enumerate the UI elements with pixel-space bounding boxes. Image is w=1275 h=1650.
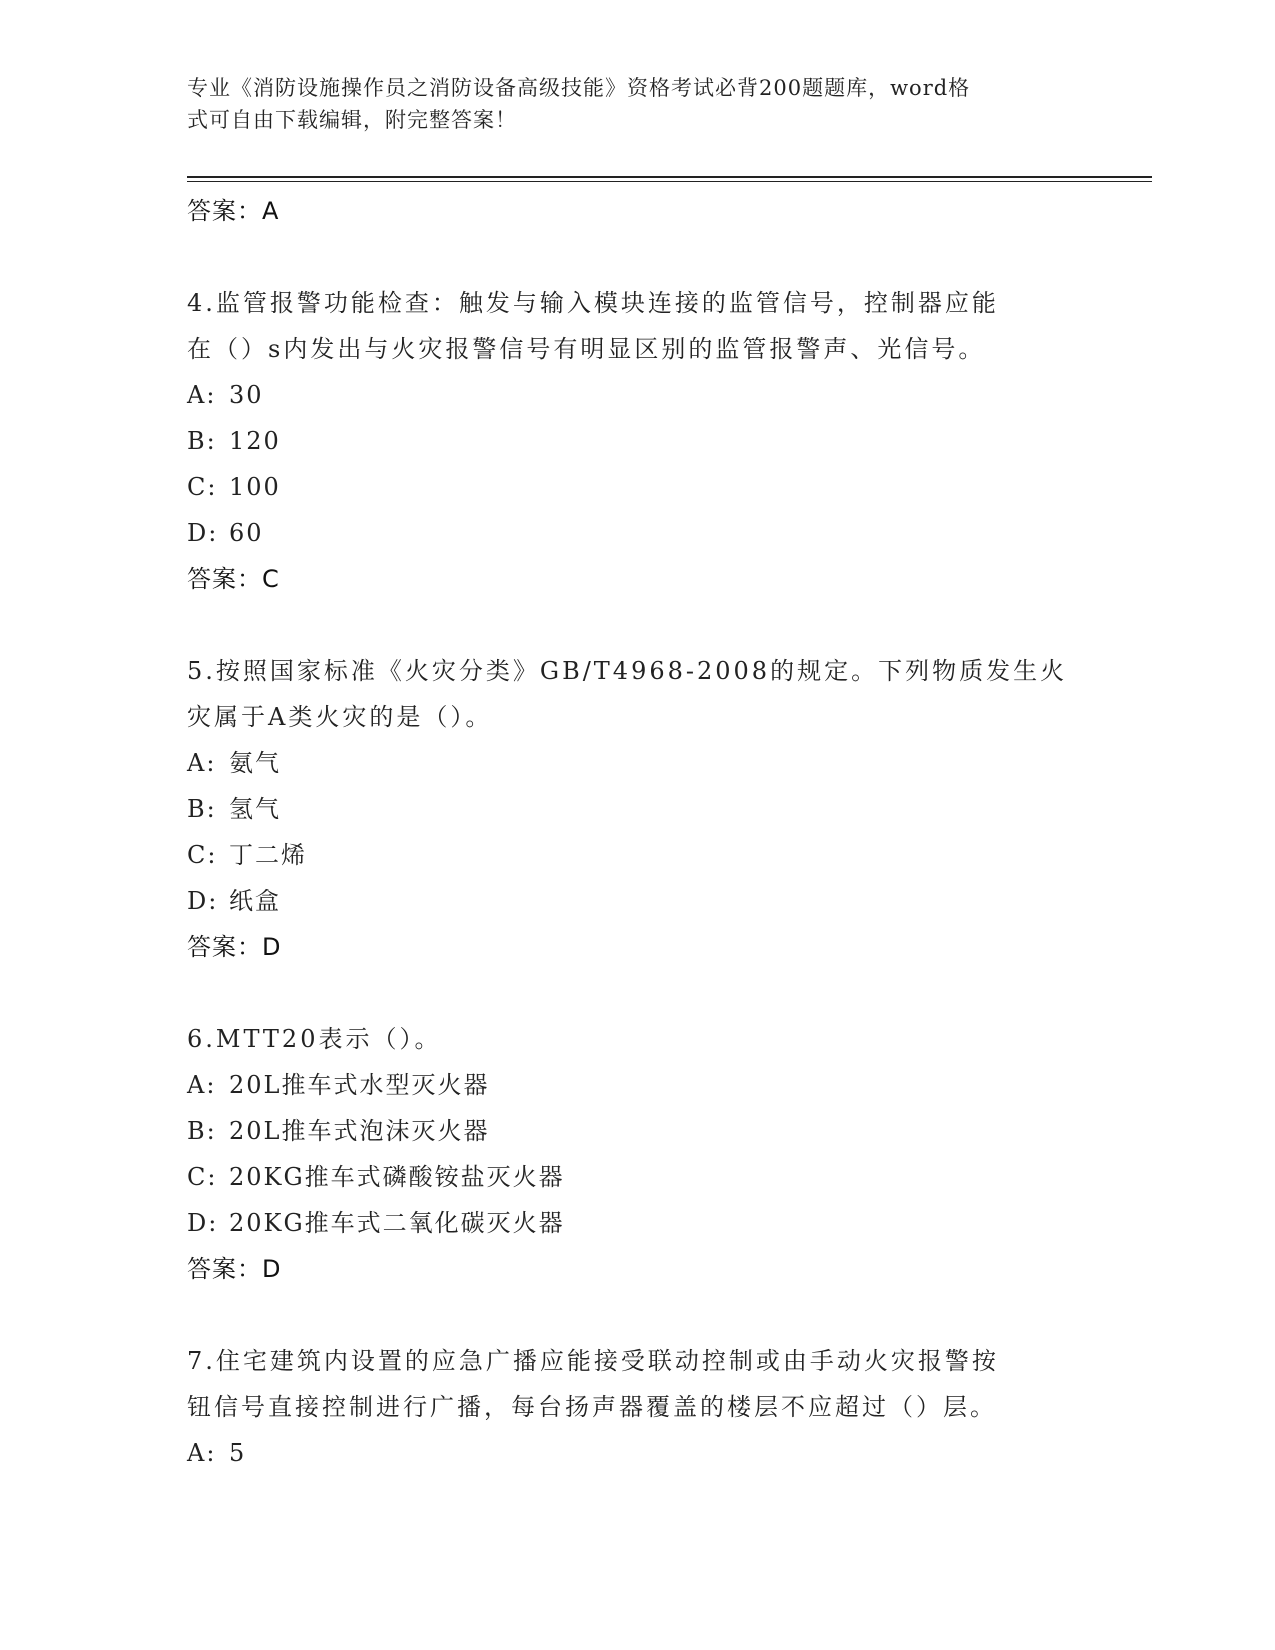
option-key: A:	[187, 749, 217, 777]
option-value: 30	[229, 381, 264, 409]
option-value: 丁二烯	[229, 841, 307, 869]
answer-line: 答案：A	[187, 197, 280, 225]
document-header	[187, 72, 1067, 136]
option-key: B:	[187, 1117, 217, 1145]
option-value: 120	[229, 427, 281, 455]
header-rule-thin	[187, 181, 1152, 182]
option-value: 氨气	[229, 749, 281, 777]
option-d	[187, 1200, 1087, 1246]
question-text: 4.监管报警功能检查：触发与输入模块连接的监管信号，控制器应能	[187, 289, 999, 317]
option-key: A:	[187, 1071, 217, 1099]
option-value: 20L推车式水型灭火器	[229, 1071, 490, 1099]
option-key: D:	[187, 887, 219, 915]
question-list	[187, 188, 1087, 1476]
option-key: C:	[187, 1163, 218, 1191]
option-value: 60	[229, 519, 264, 547]
option-c	[187, 1154, 1087, 1200]
option-value: 氢气	[229, 795, 281, 823]
option-key: B:	[187, 795, 217, 823]
option-key: C:	[187, 841, 218, 869]
option-key: B:	[187, 427, 217, 455]
header-line-2: 式可自由下载编辑，附完整答案！	[187, 108, 517, 132]
option-b	[187, 1108, 1087, 1154]
answer-line: 答案：D	[187, 933, 282, 961]
option-value: 5	[229, 1439, 247, 1467]
option-a	[187, 1430, 1087, 1476]
option-value: 20KG推车式磷酸铵盐灭火器	[229, 1163, 565, 1191]
option-key: D:	[187, 519, 219, 547]
option-value: 20KG推车式二氧化碳灭火器	[229, 1209, 565, 1237]
option-key: A:	[187, 1439, 217, 1467]
option-value: 100	[229, 473, 281, 501]
header-rule-thick	[187, 176, 1152, 178]
header-line-1: 专业《消防设施操作员之消防设备高级技能》资格考试必背200题题库，word格	[187, 76, 971, 100]
question-text: 5.按照国家标准《火灾分类》GB/T4968-2008的规定。下列物质发生火	[187, 657, 1068, 685]
question-item-6	[187, 1016, 1087, 1292]
answer-line: 答案：D	[187, 1255, 282, 1283]
option-b	[187, 786, 1087, 832]
option-value: 20L推车式泡沫灭火器	[229, 1117, 490, 1145]
option-a	[187, 372, 1087, 418]
option-a	[187, 1062, 1087, 1108]
question-text: 7.住宅建筑内设置的应急广播应能接受联动控制或由手动火灾报警按	[187, 1347, 999, 1375]
option-d	[187, 510, 1087, 556]
option-c	[187, 832, 1087, 878]
option-b	[187, 418, 1087, 464]
question-text: 灾属于A类火灾的是（）。	[187, 703, 493, 731]
question-item-5	[187, 648, 1087, 970]
answer-line: 答案：C	[187, 565, 280, 593]
option-a	[187, 740, 1087, 786]
question-text: 钮信号直接控制进行广播，每台扬声器覆盖的楼层不应超过（）层。	[187, 1393, 997, 1421]
option-key: A:	[187, 381, 217, 409]
option-d	[187, 878, 1087, 924]
question-text: 在（）s内发出与火灾报警信号有明显区别的监管报警声、光信号。	[187, 335, 986, 363]
question-item-7	[187, 1338, 1087, 1476]
option-c	[187, 464, 1087, 510]
option-key: C:	[187, 473, 218, 501]
option-key: D:	[187, 1209, 219, 1237]
option-value: 纸盒	[229, 887, 281, 915]
question-item-4	[187, 280, 1087, 602]
question-text: 6.MTT20表示（）。	[187, 1025, 442, 1053]
